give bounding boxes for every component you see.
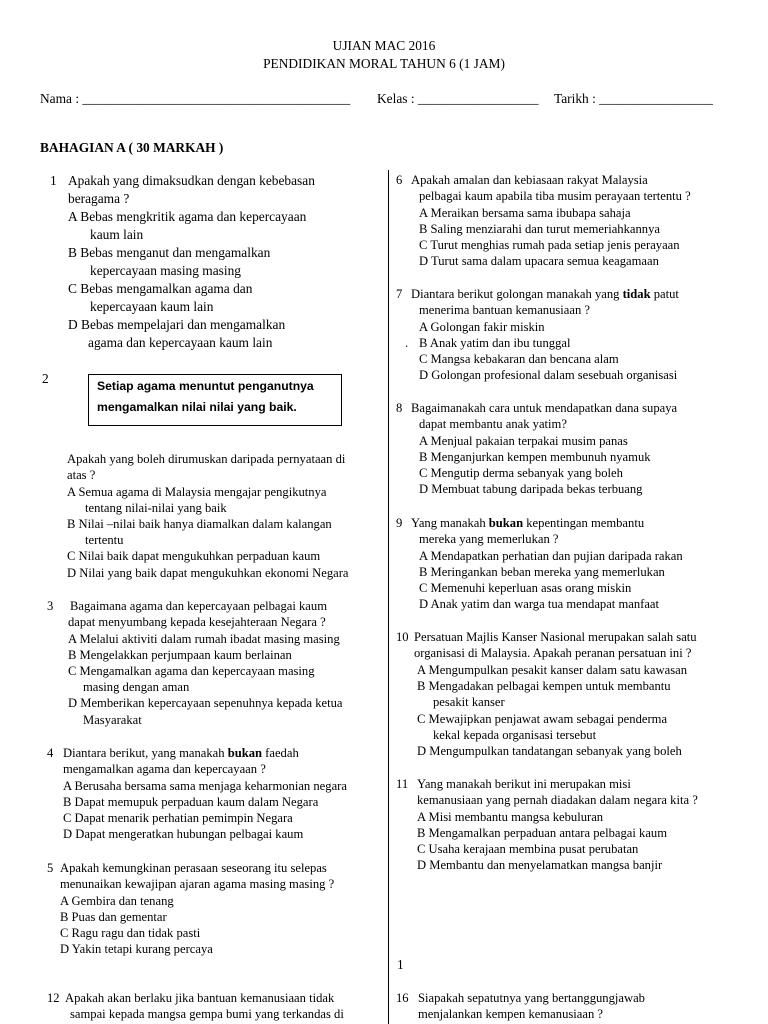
question-stem: Persatuan Majlis Kanser Nasional merupakan salah satu [414,630,697,644]
option-a[interactable]: A Berusaha bersama sama menjaga keharmonian negara [63,779,347,793]
question-number: 6 [396,173,403,187]
question-stem: Apakah akan berlaku jika bantuan kemanusiaan tidak [65,991,335,1005]
question-stem: menerima bantuan kemanusiaan ? [419,303,590,317]
option-a[interactable]: A Bebas mengkritik agama dan kepercayaan [68,209,307,224]
question-stem: mereka yang memerlukan ? [419,532,559,546]
option-d-cont: agama dan kepercayaan kaum lain [88,335,273,350]
question-number: 3 [47,599,54,613]
option-c[interactable]: C Memenuhi keperluan asas orang miskin [419,581,632,595]
option-b[interactable]: B Mengamalkan perpaduan antara pelbagai kaum [417,826,668,840]
option-d-cont: Masyarakat [83,713,142,727]
option-c[interactable]: C Bebas mengamalkan agama dan [68,281,253,296]
option-c[interactable]: C Mangsa kebakaran dan bencana alam [419,352,619,366]
question-stem: dapat membantu anak yatim? [419,417,567,431]
stray-dot: . [405,336,409,350]
option-c[interactable]: C Mengamalkan agama dan kepercayaan masing [68,664,315,678]
question-stem: Bagaimanakah cara untuk mendapatkan dana supaya [411,401,678,415]
option-c[interactable]: C Nilai baik dapat mengukuhkan perpaduan kaum [67,549,321,563]
option-b[interactable]: B Bebas menganut dan mengamalkan [68,245,271,260]
option-b-cont: pesakit kanser [433,695,505,709]
option-b[interactable]: B Anak yatim dan ibu tunggal [419,336,571,350]
nama-field[interactable]: Nama : ________________________________________ [40,91,351,106]
question-stem: beragama ? [68,191,130,206]
question-stem: sampai kepada mangsa gempa bumi yang terkandas di [70,1007,344,1021]
option-b-cont: kepercayaan masing masing [90,263,241,278]
option-b-cont: tertentu [85,533,124,547]
option-b[interactable]: B Mengelakkan perjumpaan kaum berlainan [68,648,292,662]
column-divider [388,170,389,1024]
option-d[interactable]: D Golongan profesional dalam sesebuah organisasi [419,368,678,382]
option-c[interactable]: C Mengutip derma sebanyak yang boleh [419,466,623,480]
option-b[interactable]: B Puas dan gementar [60,910,167,924]
option-c[interactable]: C Usaha kerajaan membina pusat perubatan [417,842,639,856]
question-stem: Yang manakah bukan kepentingan membantu [411,516,645,530]
subject-title: PENDIDIKAN MORAL TAHUN 6 (1 JAM) [263,56,505,71]
section-title: BAHAGIAN A ( 30 MARKAH ) [40,140,224,155]
question-number: 2 [42,371,49,386]
option-d[interactable]: D Bebas mempelajari dan mengamalkan [68,317,286,332]
option-d[interactable]: D Turut sama dalam upacara semua keagamaan [419,254,659,268]
option-a[interactable]: A Misi membantu mangsa kebuluran [417,810,604,824]
question-stem: atas ? [67,468,96,482]
question-number: 5 [47,861,54,875]
option-b[interactable]: B Meringankan beban mereka yang memerlukan [419,565,665,579]
option-b[interactable]: B Nilai –nilai baik hanya diamalkan dalam kalangan [67,517,332,531]
question-stem: Apakah kemungkinan perasaan seseorang itu selepas [60,861,327,875]
question-stem: Diantara berikut golongan manakah yang tidak patut [411,287,679,301]
question-number: 1 [50,173,57,188]
question-number: 16 [396,991,409,1005]
option-c[interactable]: C Ragu ragu dan tidak pasti [60,926,201,940]
question-number: 12 [47,991,60,1005]
option-a[interactable]: A Menjual pakaian terpakai musim panas [419,434,628,448]
question-stem: Apakah amalan dan kebiasaan rakyat Malaysia [411,173,648,187]
question-number: 11 [396,777,409,791]
option-c-cont: kekal kepada organisasi tersebut [433,728,597,742]
question-stem: dapat menyumbang kepada kesejahteraan Negara ? [68,615,326,629]
question-number: 10 [396,630,409,644]
option-a-cont: tentang nilai-nilai yang baik [85,501,227,515]
option-b[interactable]: B Mengadakan pelbagai kempen untuk membantu [417,679,671,693]
option-a[interactable]: A Melalui aktiviti dalam rumah ibadat masing masing [68,632,340,646]
question-stem: Diantara berikut, yang manakah bukan faedah [63,746,299,760]
option-c[interactable]: C Turut menghias rumah pada setiap jenis perayaan [419,238,680,252]
option-a[interactable]: A Semua agama di Malaysia mengajar pengikutnya [67,485,327,499]
option-c[interactable]: C Mewajipkan penjawat awam sebagai penderma [417,712,668,726]
option-a-cont: kaum lain [90,227,144,242]
option-a[interactable]: A Mengumpulkan pesakit kanser dalam satu kawasan [417,663,687,677]
option-d[interactable]: D Anak yatim dan warga tua mendapat manfaat [419,597,660,611]
question-stem: Bagaimana agama dan kepercayaan pelbagai kaum [70,599,327,613]
question-stem: Yang manakah berikut ini merupakan misi [417,777,631,791]
option-a[interactable]: A Meraikan bersama sama ibubapa sahaja [419,206,631,220]
question-stem: Siapakah sepatutnya yang bertanggungjawab [418,991,645,1005]
option-d[interactable]: D Nilai yang baik dapat mengukuhkan ekonomi Negara [67,566,349,580]
option-a[interactable]: A Golongan fakir miskin [419,320,545,334]
option-c[interactable]: C Dapat menarik perhatian pemimpin Negara [63,811,293,825]
question-stem: Apakah yang boleh dirumuskan daripada pernyataan di [67,452,346,466]
exam-title: UJIAN MAC 2016 [332,38,436,53]
option-d[interactable]: D Dapat mengeratkan hubungan pelbagai kaum [63,827,304,841]
option-a[interactable]: A Mendapatkan perhatian dan pujian daripada rakan [419,549,683,563]
statement-line: mengamalkan nilai nilai yang baik. [97,400,297,414]
kelas-field[interactable]: Kelas : __________________ [377,91,539,106]
option-b[interactable]: B Dapat memupuk perpaduan kaum dalam Negara [63,795,319,809]
question-stem: mengamalkan agama dan kepercayaan ? [63,762,266,776]
option-d[interactable]: D Memberikan kepercayaan sepenuhnya kepada ketua [68,696,343,710]
option-b[interactable]: B Menganjurkan kempen membunuh nyamuk [419,450,651,464]
question-number: 7 [396,287,403,301]
question-number: 8 [396,401,403,415]
question-stem: Apakah yang dimaksudkan dengan kebebasan [68,173,315,188]
question-stem: menunaikan kewajipan ajaran agama masing masing ? [60,877,335,891]
option-d[interactable]: D Membuat tabung daripada bekas terbuang [419,482,643,496]
question-stem: kemanusiaan yang pernah diadakan dalam negara kita ? [417,793,698,807]
option-c-cont: masing dengan aman [83,680,190,694]
question-stem: organisasi di Malaysia. Apakah peranan persatuan ini ? [414,646,692,660]
question-number: 4 [47,746,54,760]
question-stem: pelbagai kaum apabila tiba musim perayaan tertentu ? [419,189,691,203]
tarikh-field[interactable]: Tarikh : _________________ [554,91,713,106]
option-a[interactable]: A Gembira dan tenang [60,894,174,908]
option-d[interactable]: D Yakin tetapi kurang percaya [60,942,213,956]
page-number: 1 [397,957,404,972]
question-number: 9 [396,516,403,530]
option-d[interactable]: D Mengumpulkan tandatangan sebanyak yang boleh [417,744,682,758]
statement-line: Setiap agama menuntut penganutnya [97,379,314,393]
option-d[interactable]: D Membantu dan menyelamatkan mangsa banjir [417,858,663,872]
option-c-cont: kepercayaan kaum lain [90,299,214,314]
question-stem: menjalankan kempen kemanusiaan ? [418,1007,603,1021]
option-b[interactable]: B Saling menziarahi dan turut memeriahkannya [419,222,660,236]
statement-box [88,374,342,426]
